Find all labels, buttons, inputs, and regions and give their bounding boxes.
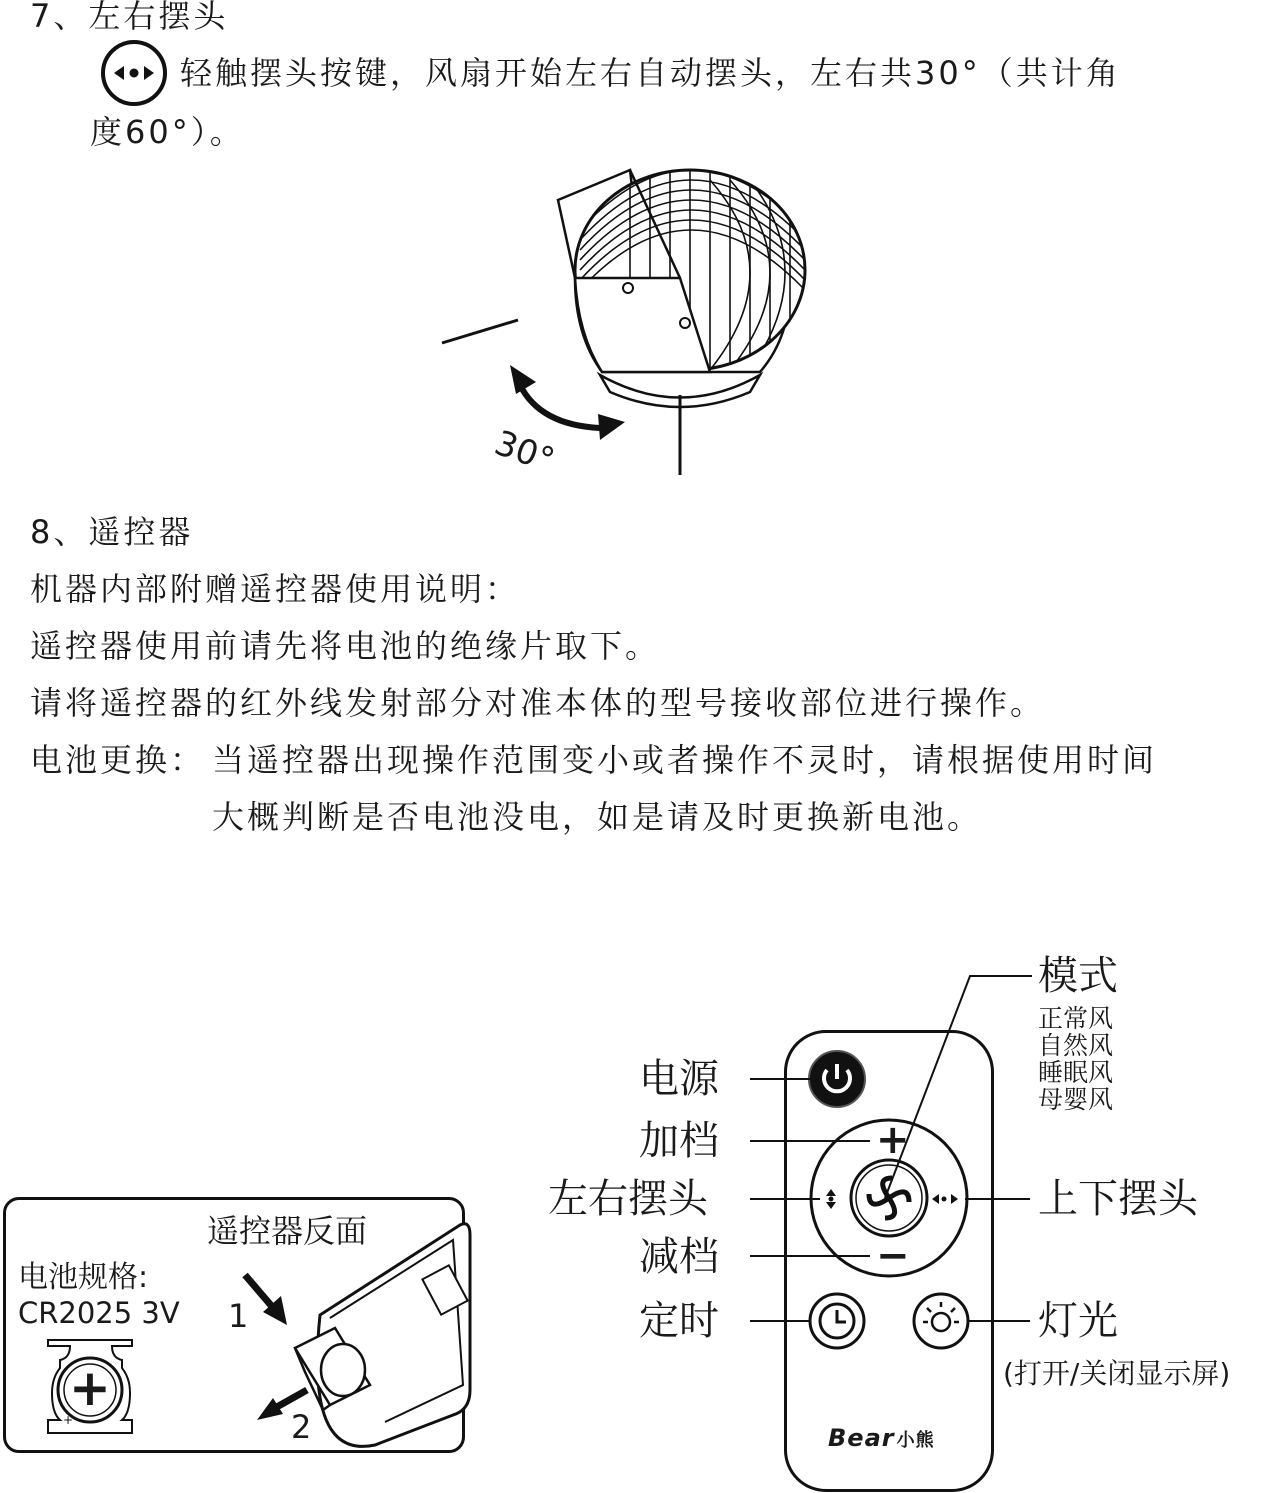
angle-label: 30° xyxy=(489,423,560,482)
label-mode: 模式 xyxy=(1038,953,1118,999)
battery-box-title: 遥控器反面 xyxy=(207,1212,368,1250)
speed-down-button[interactable]: − xyxy=(876,1233,910,1279)
battery-replace-label: 电池更换： xyxy=(30,741,206,779)
light-button[interactable] xyxy=(914,1294,968,1348)
section8-paragraph-1: 机器内部附赠遥控器使用说明： xyxy=(30,570,521,608)
swing-button-icon xyxy=(100,45,170,105)
section7-line1: 轻触摆头按键，风扇开始左右自动摆头，左右共30°（共计角 xyxy=(180,54,1121,92)
brand-logo xyxy=(828,1424,935,1452)
brand-name-cn: 小熊 xyxy=(896,1430,935,1451)
label-light: 灯光 xyxy=(1038,1298,1118,1344)
power-button[interactable] xyxy=(809,1051,865,1107)
battery-plus-symbol: + xyxy=(69,1359,111,1417)
mode-option-normal: 正常风 xyxy=(1038,1004,1114,1033)
battery-spec-label: 电池规格: xyxy=(18,1260,149,1295)
brand-name: Bear xyxy=(828,1424,895,1452)
label-swing-left-right: 左右摆头 xyxy=(548,1176,708,1222)
remote-back-illustration xyxy=(225,1200,475,1450)
label-power: 电源 xyxy=(639,1056,719,1102)
holder-plus-small: + xyxy=(63,1413,74,1427)
step-2-label: 2 xyxy=(291,1408,312,1446)
section8-heading: 8、遥控器 xyxy=(30,513,194,551)
label-timer: 定时 xyxy=(639,1298,719,1344)
label-speed-up: 加档 xyxy=(639,1118,719,1164)
mode-option-sleep: 睡眠风 xyxy=(1038,1058,1114,1087)
label-light-note: (打开/关闭显示屏) xyxy=(1003,1357,1231,1390)
label-swing-up-down: 上下摆头 xyxy=(1038,1176,1198,1222)
battery-replace-line1: 当遥控器出现操作范围变小或者操作不灵时，请根据使用时间 xyxy=(212,741,1158,779)
section7-line2: 度60°）。 xyxy=(90,113,245,151)
speed-up-button[interactable]: + xyxy=(876,1117,910,1163)
fan-swing-illustration xyxy=(430,160,810,490)
section7-heading: 7、左右摆头 xyxy=(30,0,229,35)
remote-buttons xyxy=(780,940,1050,1490)
timer-button[interactable] xyxy=(810,1294,864,1348)
mode-option-natural: 自然风 xyxy=(1038,1031,1114,1060)
section8-paragraph-3: 请将遥控器的红外线发射部分对准本体的型号接收部位进行操作。 xyxy=(30,684,1046,722)
mode-option-baby: 母婴风 xyxy=(1038,1085,1114,1114)
label-speed-down: 减档 xyxy=(639,1234,719,1280)
battery-replace-line2: 大概判断是否电池没电，如是请及时更换新电池。 xyxy=(212,798,983,836)
battery-spec-value: CR2025 3V xyxy=(18,1296,180,1330)
step-1-label: 1 xyxy=(228,1297,249,1335)
section8-paragraph-2: 遥控器使用前请先将电池的绝缘片取下。 xyxy=(30,627,661,665)
